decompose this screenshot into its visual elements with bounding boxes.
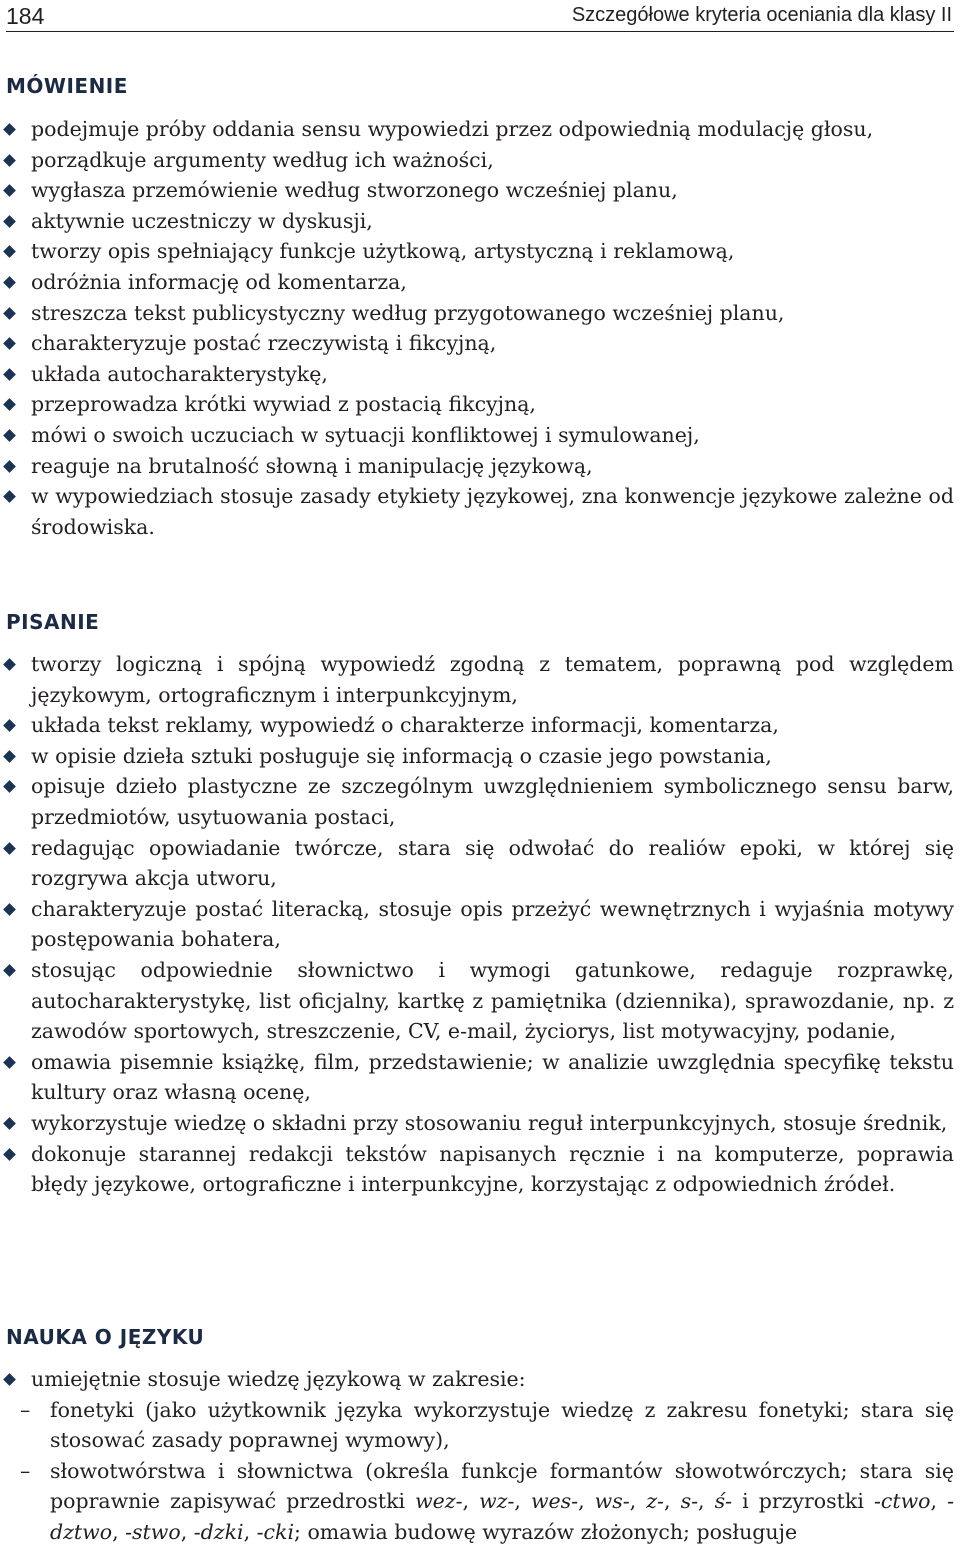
diamond-bullet-icon bbox=[3, 1117, 16, 1130]
list-item: mówi o swoich uczuciach w sytuacji konfliktowej i symulowanej, bbox=[0, 420, 956, 451]
list-item: omawia pisemnie książkę, film, przedstawienie; w analizie uwzględnia specyfikę tekstu kultury oraz własną ocenę, bbox=[0, 1047, 956, 1108]
list-item: wygłasza przemówienie według stworzonego wcześniej planu, bbox=[0, 175, 956, 206]
section-title-nauka-o-jezyku: NAUKA O JĘZYKU bbox=[6, 1325, 205, 1349]
diamond-bullet-icon bbox=[3, 1148, 16, 1161]
list-item: opisuje dzieło plastyczne ze szczególnym uwzględnieniem symbolicznego sensu barw, przedmiotów, usytuowania postaci, bbox=[0, 771, 956, 832]
list-item: umiejętnie stosuje wiedzę językową w zakresie: bbox=[0, 1364, 956, 1395]
diamond-bullet-icon bbox=[3, 184, 16, 197]
diamond-bullet-icon bbox=[3, 1056, 16, 1069]
list-item: redagując opowiadanie twórcze, stara się odwołać do realiów epoki, w której się rozgrywa akcja utworu, bbox=[0, 833, 956, 894]
diamond-bullet-icon bbox=[3, 307, 16, 320]
diamond-bullet-icon bbox=[3, 903, 16, 916]
diamond-bullet-icon bbox=[3, 460, 16, 473]
diamond-bullet-icon bbox=[3, 276, 16, 289]
list-item: układa autocharakterystykę, bbox=[0, 359, 956, 390]
running-title: Szczegółowe kryteria oceniania dla klasy II bbox=[571, 4, 952, 26]
list-item: reaguje na brutalność słowną i manipulację językową, bbox=[0, 451, 956, 482]
diamond-bullet-icon bbox=[3, 368, 16, 381]
list-item: stosując odpowiednie słownictwo i wymogi gatunkowe, redaguje rozprawkę, autocharakterystykę, list oficjalny, kartkę z pamiętnika (dziennika), sprawozdanie, np. z zawodów sportowych, streszczenie, CV, e-mail, życiorys, list motywacyjny, podanie, bbox=[0, 955, 956, 1047]
list-item: tworzy logiczną i spójną wypowiedź zgodną z tematem, poprawną pod względem językowym, ortograficznym i interpunkcyjnym, bbox=[0, 649, 956, 710]
list-item: charakteryzuje postać literacką, stosuje opis przeżyć wewnętrznych i wyjaśnia motywy postępowania bohatera, bbox=[0, 894, 956, 955]
list-item: dokonuje starannej redakcji tekstów napisanych ręcznie i na komputerze, poprawia błędy językowe, ortograficzne i interpunkcyjne, korzystając z odpowiednich źródeł. bbox=[0, 1139, 956, 1200]
diamond-bullet-icon bbox=[3, 719, 16, 732]
diamond-bullet-icon bbox=[3, 490, 16, 503]
list-item: układa tekst reklamy, wypowiedź o charakterze informacji, komentarza, bbox=[0, 710, 956, 741]
diamond-bullet-icon bbox=[3, 215, 16, 228]
diamond-bullet-icon bbox=[3, 781, 16, 794]
diamond-bullet-icon bbox=[3, 246, 16, 259]
section-title-pisanie: PISANIE bbox=[6, 610, 100, 634]
list-item: odróżnia informację od komentarza, bbox=[0, 267, 956, 298]
diamond-bullet-icon bbox=[3, 123, 16, 136]
mowienie-list bbox=[0, 114, 956, 542]
list-item: przeprowadza krótki wywiad z postacią fikcyjną, bbox=[0, 389, 956, 420]
list-item: streszcza tekst publicystyczny według przygotowanego wcześniej planu, bbox=[0, 298, 956, 329]
list-item: charakteryzuje postać rzeczywistą i fikcyjną, bbox=[0, 328, 956, 359]
diamond-bullet-icon bbox=[3, 154, 16, 167]
list-item: aktywnie uczestniczy w dyskusji, bbox=[0, 206, 956, 237]
section-title-mowienie: MÓWIENIE bbox=[6, 74, 128, 98]
diamond-bullet-icon bbox=[3, 1373, 16, 1386]
sub-list-item-slowotworstwo: – słowotwórstwa i słownictwa (określa funkcje formantów słowotwórczych; stara się poprawnie zapisywać przedrostki wez-, wz-, wes-, ws-, z-, s-, ś- i przyrostki -ctwo, -dztwo, -stwo, -dzki, -cki; omawia budowę wyrazów złożonych; posługuje bbox=[0, 1456, 956, 1548]
dash-marker: – bbox=[20, 1397, 31, 1422]
diamond-bullet-icon bbox=[3, 842, 16, 855]
page-header bbox=[6, 0, 954, 32]
diamond-bullet-icon bbox=[3, 398, 16, 411]
list-item: w opisie dzieła sztuki posługuje się informacją o czasie jego powstania, bbox=[0, 741, 956, 772]
diamond-bullet-icon bbox=[3, 658, 16, 671]
sub-list-item-fonetyka: – fonetyki (jako użytkownik języka wykorzystuje wiedzę z zakresu fonetyki; stara się stosować zasady poprawnej wymowy), bbox=[0, 1395, 956, 1456]
list-item: porządkuje argumenty według ich ważności, bbox=[0, 145, 956, 176]
diamond-bullet-icon bbox=[3, 750, 16, 763]
dash-marker: – bbox=[20, 1458, 31, 1483]
list-item: tworzy opis spełniający funkcje użytkową, artystyczną i reklamową, bbox=[0, 236, 956, 267]
pisanie-list bbox=[0, 649, 956, 1200]
page-number: 184 bbox=[6, 3, 45, 29]
list-item: podejmuje próby oddania sensu wypowiedzi przez odpowiednią modulację głosu, bbox=[0, 114, 956, 145]
list-item: w wypowiedziach stosuje zasady etykiety językowej, zna konwencje językowe zależne od środowiska. bbox=[0, 481, 956, 542]
diamond-bullet-icon bbox=[3, 429, 16, 442]
diamond-bullet-icon bbox=[3, 337, 16, 350]
list-item: wykorzystuje wiedzę o składni przy stosowaniu reguł interpunkcyjnych, stosuje średnik, bbox=[0, 1108, 956, 1139]
diamond-bullet-icon bbox=[3, 964, 16, 977]
nauka-list bbox=[0, 1364, 956, 1548]
